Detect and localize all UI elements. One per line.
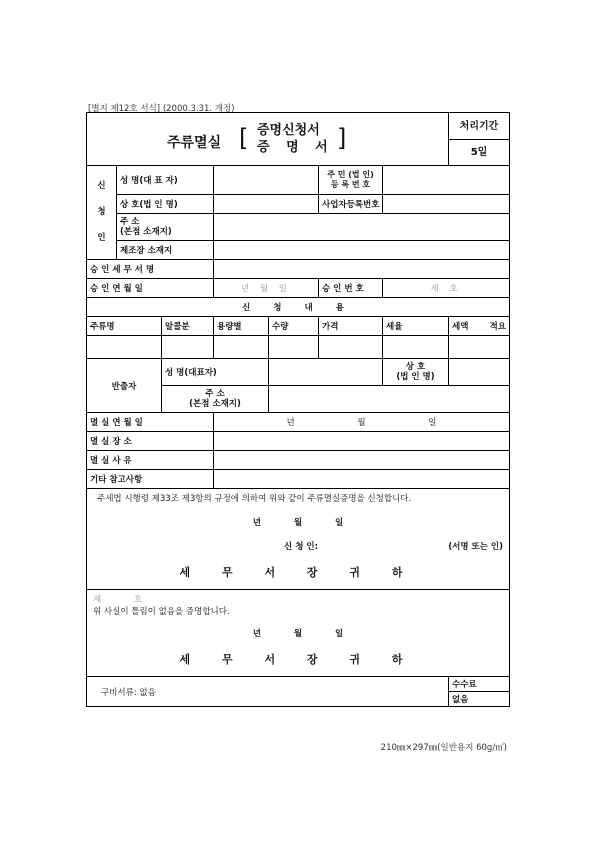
loss-reason-field[interactable] [214, 451, 510, 470]
certification-issuer: 세 무 서 장 귀 하 [179, 653, 417, 666]
form-number: [별지 제12호 서식] (2000.3.31. 개정) [88, 104, 235, 114]
id-number-field[interactable] [383, 166, 510, 195]
right-bracket: ] [337, 124, 347, 152]
cell-tax-rate[interactable] [383, 336, 449, 359]
processing-period [449, 113, 510, 166]
col-alcohol: 알콜분 [162, 317, 214, 336]
id-label-line2: 등 록 번 호 [330, 180, 371, 189]
title-stack [257, 122, 334, 156]
statement-date: 년 월 일 [252, 518, 344, 528]
approval-office-field[interactable] [214, 260, 510, 279]
shipper-address-line2: (본점 소재지) [189, 399, 241, 409]
application-statement [87, 489, 510, 590]
fee-value: 없음 [449, 692, 510, 707]
approval-number-label: 승 인 번 호 [319, 279, 383, 298]
shipper-address-label [162, 386, 269, 413]
col-liquor-name: 주류명 [87, 317, 162, 336]
statement-text: 주세법 시행령 제33조 제3항의 규정에 의하여 위와 같이 주류멸실증명을 신청합니다. [97, 494, 412, 504]
signature-label: (서명 또는 인) [448, 542, 503, 552]
certification-text: 위 사실이 틀림이 없음을 증명합니다. [93, 607, 230, 617]
approval-office-label: 승 인 세 무 서 명 [87, 260, 214, 279]
other-notes-field[interactable] [214, 470, 510, 489]
col-tax-rate: 세율 [383, 317, 449, 336]
cell-liquor-name[interactable] [87, 336, 162, 359]
factory-label: 제조장 소재지 [117, 241, 214, 260]
company-label: 상 호(법 인 명) [117, 195, 214, 214]
shipper-company-line1: 상 호 [405, 362, 426, 372]
left-bracket: [ [239, 124, 249, 152]
shipper-section-label: 반출자 [87, 359, 162, 413]
certification-number: 제 호 [93, 595, 143, 605]
loss-reason-label: 멸 실 사 유 [87, 451, 214, 470]
cell-volume[interactable] [214, 336, 269, 359]
title-line2: 증 명 서 [257, 140, 334, 155]
processing-label: 처리기간 [449, 114, 509, 140]
approval-date-label: 승 인 연 월 일 [87, 279, 214, 298]
approval-number-field[interactable]: 제 호 [383, 279, 510, 298]
company-field[interactable] [214, 195, 319, 214]
shipper-company-label [383, 359, 449, 386]
title-main: 주류멸실 [167, 135, 222, 151]
shipper-name-label: 성 명(대표자) [162, 359, 269, 386]
cell-alcohol[interactable] [162, 336, 214, 359]
address-label [117, 214, 214, 241]
applicant-section-label: 신 청 인 [87, 166, 117, 260]
address-label-line2: (본점 소재지) [120, 227, 172, 237]
certification-date: 년 월 일 [252, 629, 344, 639]
processing-value: 5일 [470, 146, 488, 158]
paper-spec: 210㎜×297㎜(일반용지 60g/㎡) [380, 743, 507, 753]
id-label-line1: 주 민 (법 인) [327, 170, 374, 179]
request-section-label: 신 청 내 용 [87, 298, 510, 317]
applicant-sign-label: 신 청 인: [284, 542, 318, 552]
loss-place-field[interactable] [214, 432, 510, 451]
fee-label: 수수료 [449, 677, 510, 692]
statement-recipient: 세 무 서 장 귀 하 [179, 566, 417, 579]
cell-quantity[interactable] [269, 336, 319, 359]
col-tax-amount-label: 세액 [452, 322, 469, 332]
loss-date-label: 멸 실 연 월 일 [87, 413, 214, 432]
shipper-name-field[interactable] [269, 359, 383, 386]
cell-price[interactable] [319, 336, 383, 359]
application-form [86, 112, 510, 707]
loss-date-field[interactable]: 년 월 일 [214, 413, 510, 432]
loss-place-label: 멸 실 장 소 [87, 432, 214, 451]
address-label-line1: 주 소 [120, 217, 140, 227]
form-title [87, 113, 449, 166]
col-volume: 용량별 [214, 317, 269, 336]
id-number-label [319, 166, 383, 195]
shipper-address-line1: 주 소 [205, 389, 225, 399]
shipper-company-field[interactable] [449, 359, 510, 386]
title-line1: 증명신청서 [257, 123, 320, 138]
cell-tax-amount[interactable] [449, 336, 510, 359]
factory-field[interactable] [214, 241, 510, 260]
bizno-label: 사업자등록번호 [319, 195, 383, 214]
col-quantity: 수량 [269, 317, 319, 336]
name-field[interactable] [214, 166, 319, 195]
name-label: 성 명(대 표 자) [117, 166, 214, 195]
bizno-field[interactable] [383, 195, 510, 214]
required-documents: 구비서류: 없음 [87, 677, 449, 707]
other-notes-label: 기타 참고사항 [87, 470, 214, 489]
certification-block [87, 590, 510, 677]
address-field[interactable] [214, 214, 510, 241]
col-tax-amount [449, 317, 510, 336]
col-remarks: 적요 [489, 322, 506, 332]
shipper-address-field[interactable] [269, 386, 510, 413]
col-price: 가격 [319, 317, 383, 336]
statement-sign-line [93, 540, 503, 552]
shipper-company-line2: (법 인 명) [396, 372, 435, 382]
approval-date-field[interactable]: 년 월 일 [214, 279, 319, 298]
